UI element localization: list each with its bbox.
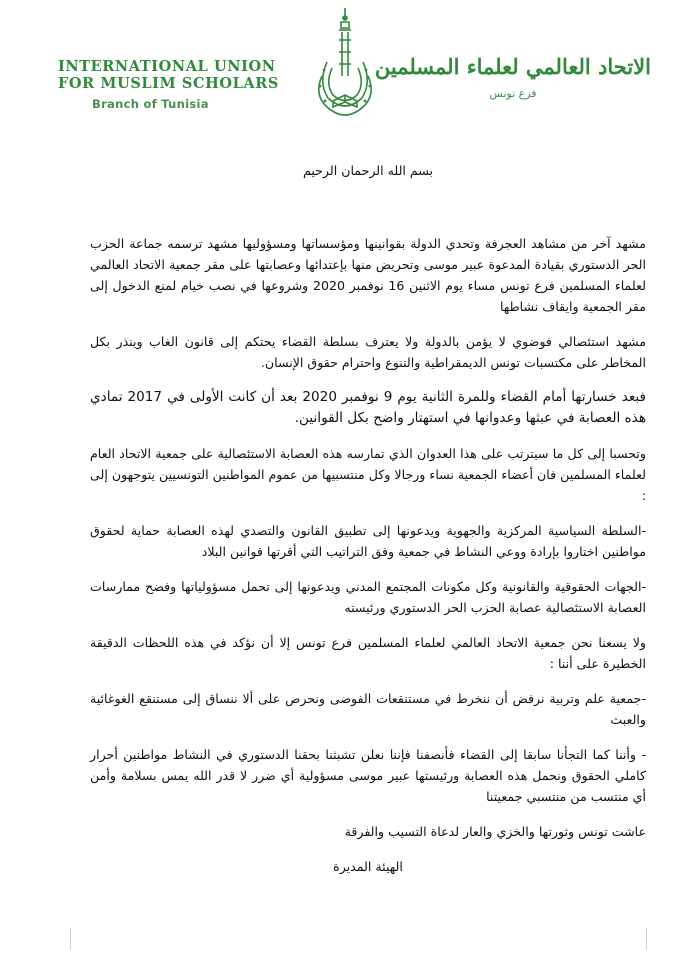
- branch-name-english: Branch of Tunisia: [92, 97, 209, 111]
- org-name-english: [58, 58, 279, 111]
- letterhead: [0, 0, 691, 130]
- org-name-en-line1: INTERNATIONAL UNION: [58, 58, 276, 75]
- org-name-arabic: [375, 54, 651, 100]
- page-edge-mark-right: [646, 928, 647, 950]
- basmala: بسم الله الرحمان الرحيم: [302, 163, 434, 178]
- page-edge-mark-left: [70, 928, 71, 950]
- paragraph-4: وتحسبا إلى كل ما سيترتب على هذا العدوان الذي تمارسه هذه العصابة الاستئصالية على جمعية الاتحاد العام لعلماء المسلمين فان أعضاء الجمعية نساء ورجالا وكل منتسبيها من عموم المواطنين التونسيين يتوجهون إلى :: [90, 446, 646, 503]
- branch-name-arabic: فرع تونس: [489, 87, 537, 100]
- paragraph-7: ولا يسعنا نحن جمعية الاتحاد العالمي لعلماء المسلمين فرع تونس إلا أن نؤكد في هذه اللحظات الدقيقة الخطيرة على أننا :: [90, 635, 646, 671]
- paragraph-5: -السلطة السياسية المركزية والجهوية ويدعونها إلى تطبيق القانون والتصدي لهذه العصابة حماية لحقوق مواطنين اختاروا بإرادة ووعي النشاط في جمعية وفق التراتيب التي أقرتها قوانين البلاد: [90, 523, 646, 559]
- paragraph-9: - وأننا كما التجأنا سابقا إلى القضاء فأنصفنا فإننا نعلن تشبثنا بحقنا الدستوري في النشاط مواطنين أحرار كاملي الحقوق ونحمل هذه العصابة ورئيستها عبير موسى مسؤولية أي ضرر لا قدر الله يمس بسلامة وأمن أي منتسب من منتسبي جمعيتنا: [90, 747, 646, 804]
- mosque-minaret-book-icon: [306, 6, 384, 124]
- paragraph-6: -الجهات الحقوقية والقانونية وكل مكونات المجتمع المدني ويدعونها إلى تحمل مسؤولياتها وفضح ممارسات العصابة الاستئصالية عصابة الحزب الحر الدستوري ورئيسته: [90, 579, 646, 615]
- org-name-en-line2: FOR MUSLIM SCHOLARS: [58, 75, 279, 92]
- paragraph-8: -جمعية علم وتربية نرفض أن ننخرط في مستنقعات الفوضى ونحرص على ألا ننساق إلى مستنقع الغوغائية والعبث: [90, 691, 646, 727]
- signature: الهيئة المديرة: [333, 859, 403, 874]
- paragraph-10: عاشت تونس وثورتها والخزي والعار لدعاة التسيب والفرقة: [344, 824, 646, 839]
- org-name-ar: الاتحاد العالمي لعلماء المسلمين: [374, 54, 651, 79]
- paragraph-3: فبعد خسارتها أمام القضاء وللمرة الثانية يوم 9 نوفمبر 2020 بعد أن كانت الأولى في 2017 تمادي هذه العصابة في عبثها وعدوانها في استهتار واضح بكل القوانين.: [90, 389, 646, 426]
- letter-body: [90, 160, 646, 877]
- paragraph-2: مشهد استئصالي فوضوي لا يؤمن بالدولة ولا يعترف بسلطة القضاء يحتكم إلى قانون الغاب وينذر بكل المخاطر على مكتسبات تونس الديمقراطية والتنوع واحترام حقوق الإنسان.: [90, 334, 646, 370]
- paragraph-1: مشهد آخر من مشاهد العجرفة وتحدي الدولة بقوانينها ومؤسساتها ومسؤوليها مشهد ترسمه جماعة الحزب الحر الدستوري بقيادة المدعوة عبير موسى وتحريض منها بإعتدائها وعصابتها على مقر جمعية الاتحاد العالمي لعلماء المسلمين فرع تونس مساء يوم الاثنين 16 نوفمبر 2020 وشروعها في نصب خيام لمنع الدخول إلى مقر الجمعية وايقاف نشاطها: [90, 236, 646, 314]
